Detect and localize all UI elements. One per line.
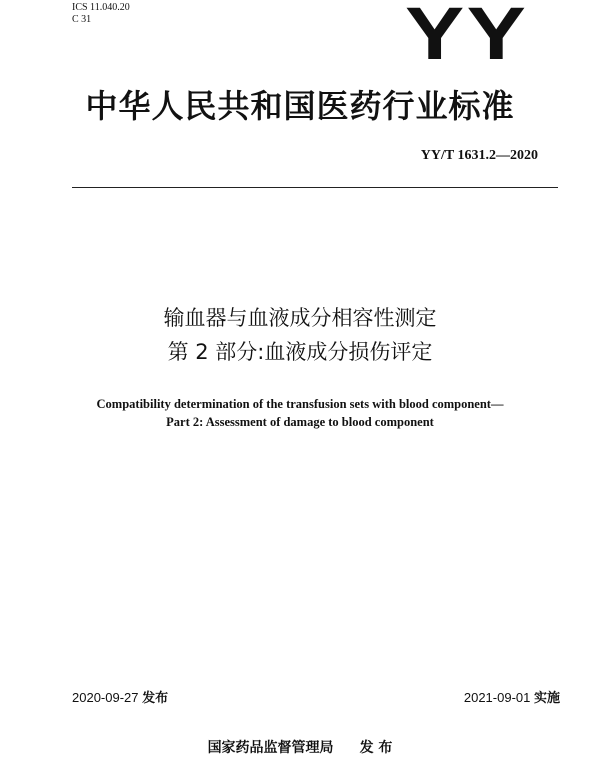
implement-date-value: 2021-09-01 [463, 690, 531, 705]
issue-date [72, 690, 168, 706]
chinese-title-line-2: 第 2 部分:血液成分损伤评定 [167, 340, 433, 364]
chinese-title-line-1: 输血器与血液成分相容性测定 [163, 306, 437, 330]
ccs-code: C 31 [72, 14, 92, 25]
implement-date [464, 690, 560, 706]
issuer-name: 国家药品监督管理局 [207, 740, 334, 756]
issuer-action: 发 布 [359, 740, 393, 756]
issue-date-value: 2020-09-27 [72, 690, 139, 705]
issuer [0, 739, 600, 757]
header-rule [72, 187, 558, 188]
implement-label: 实施 [533, 690, 560, 705]
english-title-line-2: Part 2: Assessment of damage to blood component [166, 415, 434, 429]
standard-number: YY/T 1631.2—2020 [420, 148, 538, 163]
english-title-line-1: Compatibility determination of the transfusion sets with blood component— [96, 397, 504, 411]
standard-classification: 中华人民共和国医药行业标准 [85, 87, 515, 125]
ics-code: ICS 11.040.20 [72, 2, 130, 13]
yy-logo: YY [405, 0, 529, 75]
issue-label: 发布 [142, 690, 169, 705]
